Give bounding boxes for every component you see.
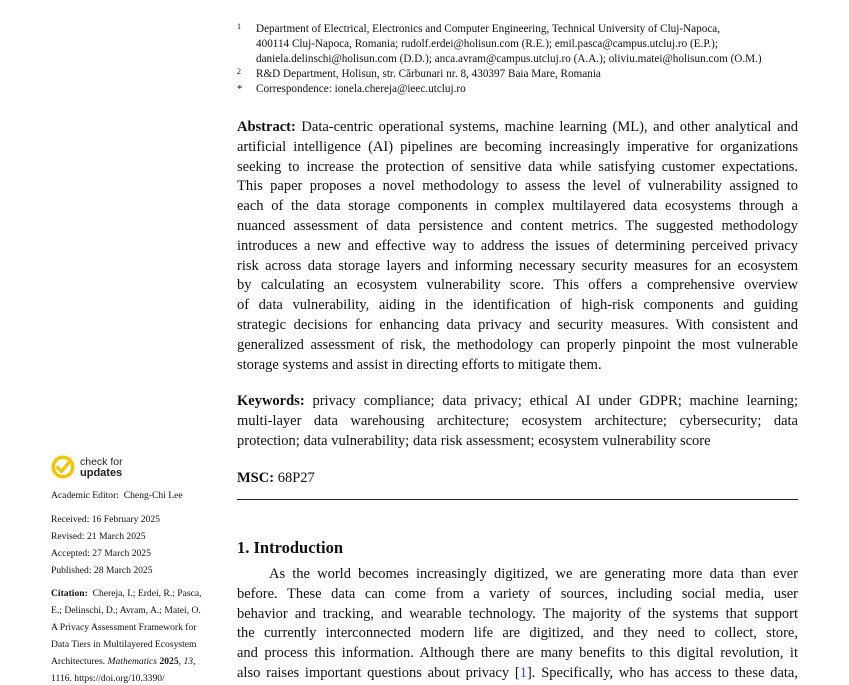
affiliation-line: R&D Department, Holisun, str. Cărbunari nr. 8, 430397 Baia Mare, Romania <box>256 68 601 80</box>
citation-label: Citation: <box>51 588 88 599</box>
citation-volume: 13, <box>183 656 196 667</box>
abstract <box>237 118 798 375</box>
msc <box>237 469 798 489</box>
abstract-line: each of the data storage components in complex multilayered data ecosystems through a <box>237 198 798 215</box>
editor-label: Academic Editor: <box>51 490 119 501</box>
correspondence-email[interactable]: Correspondence: ionela.chereja@ieec.utcluj.ro <box>256 83 466 95</box>
abstract-line: Data-centric operational systems, machine learning (ML), and other analytical and <box>301 119 799 135</box>
affiliation-mark: * <box>237 83 243 95</box>
intro-text: ]. Specifically, who has access to these data, <box>526 664 798 681</box>
badge-line: check for <box>80 456 123 468</box>
abstract-line: This paper proposes a novel methodology to assess the level of vulnerability assigned to <box>237 178 798 195</box>
editor-name: Cheng-Chi Lee <box>123 490 183 501</box>
citation-link[interactable]: 1 <box>519 664 527 681</box>
published-date: Published: 28 March 2025 <box>51 565 153 576</box>
abstract-label: Abstract: <box>237 119 296 135</box>
msc-value: 68P27 <box>277 470 315 486</box>
intro-text: also raises important questions about privacy [ <box>237 664 520 681</box>
intro-line: and process this information. Although there are many benefits to this digital revolution, it <box>237 645 798 662</box>
section-divider <box>237 499 798 500</box>
abstract-line: artificial intelligence (AI) pipelines are becoming increasingly imperative for organizations <box>237 138 798 155</box>
section-heading-introduction: 1. Introduction <box>237 538 344 557</box>
affiliation-mark: 2 <box>237 67 241 76</box>
intro-line: before. These data can come from a variety of sources, including social media, user <box>237 585 798 602</box>
keywords-line: protection; data vulnerability; data risk assessment; ecosystem vulnerability score <box>237 432 711 449</box>
intro-line: the currently interconnected modern life are digitized, and they need to collect, store, <box>237 625 798 642</box>
keywords-line: privacy compliance; data privacy; ethical AI under GDPR; machine learning; <box>312 393 798 409</box>
introduction-body <box>237 565 798 684</box>
keywords-line: multi-layer data warehousing architecture; ecosystem architecture; cybersecurity; data <box>237 412 798 429</box>
abstract-line: introduces a new and effective way to address the issues of determining perceived privacy <box>237 237 798 254</box>
affiliation-line: daniela.delinschi@holisun.com (D.D.); anca.avram@campus.utcluj.ro (A.A.); oliviu.matei@holisun.com (O.M.) <box>256 53 762 65</box>
citation-doi[interactable]: 1116. https://doi.org/10.3390/ <box>51 673 165 684</box>
citation-year: 2025 <box>159 656 179 667</box>
badge-line: updates <box>80 466 123 479</box>
accepted-date: Accepted: 27 March 2025 <box>51 548 151 559</box>
affiliation-line: 400114 Cluj-Napoca, Romania; rudolf.erdei@holisun.com (R.E.); emil.pasca@campus.utcluj.ro (E.P.); <box>256 38 718 50</box>
citation-line: Chereja, I.; Erdei, R.; Pasca, <box>92 588 202 599</box>
abstract-line: seeking to increase the protection of sensitive data while satisfying customer expectations. <box>237 158 798 175</box>
check-updates-icon <box>51 455 75 479</box>
citation-line: Architectures. <box>51 656 106 667</box>
citation-line: E.; Delinschi, D.; Avram, A.; Matei, O. <box>51 605 201 616</box>
abstract-line: risk across data storage layers and informing necessary security measures for an ecosystem <box>237 257 798 274</box>
intro-line-partial <box>237 664 798 684</box>
received-date: Received: 16 February 2025 <box>51 514 160 525</box>
abstract-line: nuanced assessment of data persistence and content metrics. The suggested methodology <box>237 217 798 234</box>
abstract-line: storage systems and assist in directing efforts to mitigate them. <box>237 356 602 373</box>
affiliation-line: Department of Electrical, Electronics and Computer Engineering, Technical University of Cluj-Napoca, <box>256 23 721 35</box>
citation-line: Data Tiers in Multilayered Ecosystem <box>51 639 197 650</box>
abstract-line: generalized assessment of risk, the methodology can properly pinpoint the most vulnerable <box>237 336 798 353</box>
abstract-line: of data vulnerability, aiding in the identification of high-risk components and guiding <box>237 297 798 314</box>
abstract-line: strategic decisions for enhancing data privacy and security measures. With consistent and <box>237 316 798 333</box>
badge-label <box>80 457 123 478</box>
citation-line: A Privacy Assessment Framework for <box>51 622 197 633</box>
keywords <box>237 392 798 451</box>
abstract-line: by calculating an ecosystem vulnerability score. This offers a comprehensive overview <box>237 277 798 294</box>
msc-label: MSC: <box>237 470 275 486</box>
keywords-label: Keywords: <box>237 393 305 409</box>
intro-line: behavior and tracking, and wearable technology. The majority of the systems that support <box>237 605 798 622</box>
affiliation-mark: 1 <box>237 22 241 31</box>
citation-journal: Mathematics <box>107 656 158 667</box>
revised-date: Revised: 21 March 2025 <box>51 531 146 542</box>
academic-editor <box>51 489 183 502</box>
intro-line: As the world becomes increasingly digitized, we are generating more data than ever <box>269 566 798 582</box>
